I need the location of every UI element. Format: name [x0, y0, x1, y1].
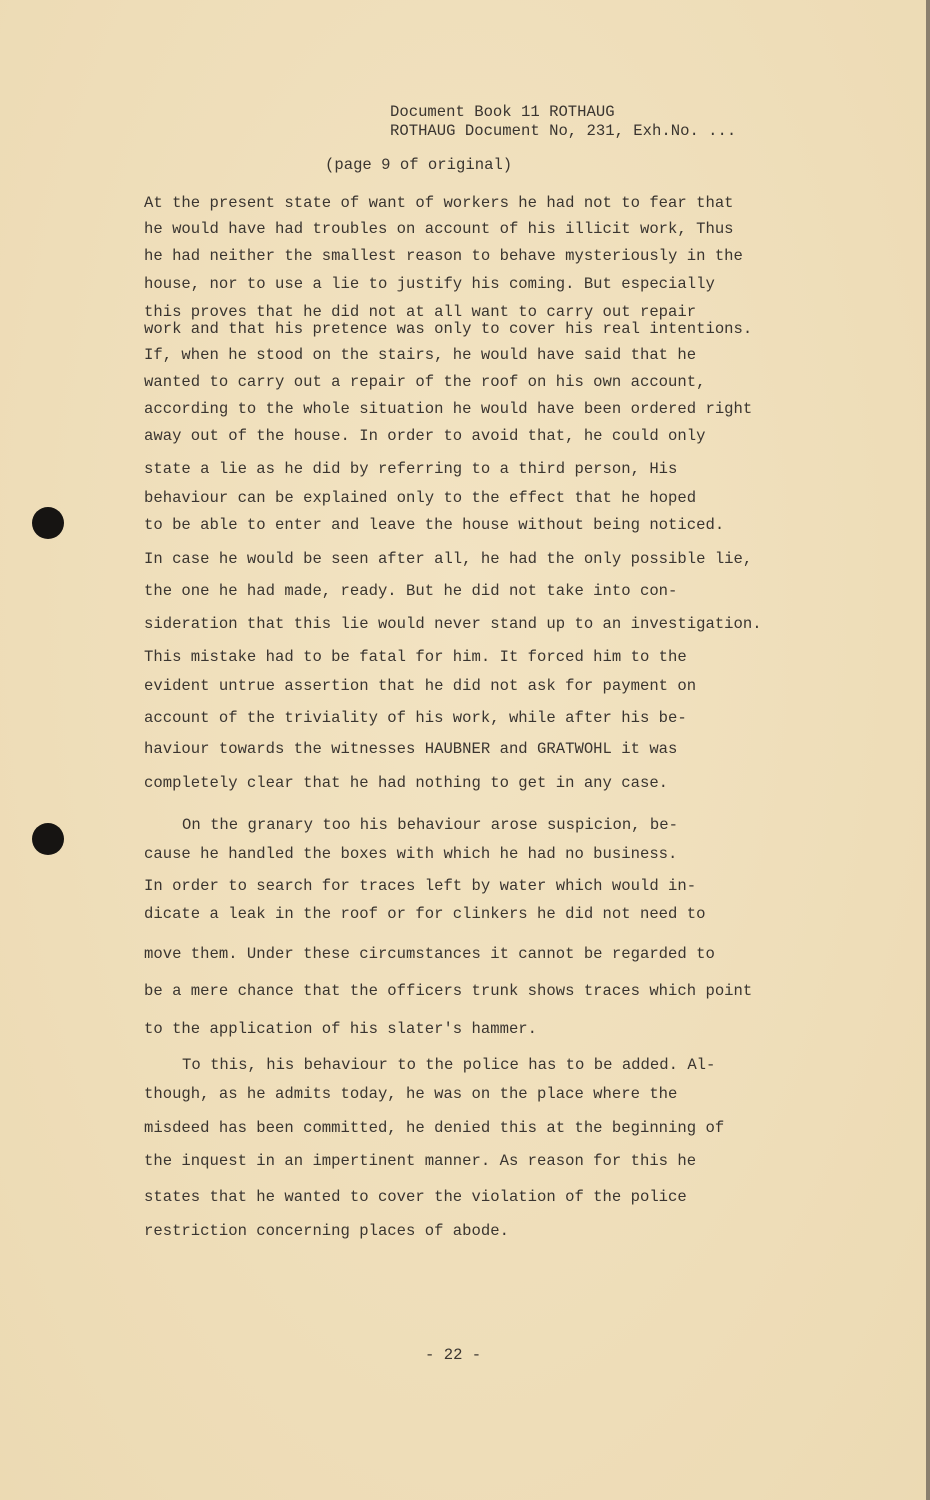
header-document-book: Document Book 11 ROTHAUG	[390, 103, 615, 121]
text-line: evident untrue assertion that he did not ask for payment on	[144, 677, 697, 695]
text-line: this proves that he did not at all want to carry out repair	[144, 303, 697, 321]
text-line: the one he had made, ready. But he did not take into con-	[144, 582, 678, 600]
text-line: At the present state of want of workers he had not to fear that	[144, 194, 734, 212]
text-line: to the application of his slater's hammer.	[144, 1020, 538, 1038]
text-line: wanted to carry out a repair of the roof on his own account,	[144, 373, 706, 391]
text-line: sideration that this lie would never stand up to an investigation.	[144, 615, 762, 633]
text-line: be a mere chance that the officers trunk shows traces which point	[144, 982, 753, 1000]
text-line: This mistake had to be fatal for him. It forced him to the	[144, 648, 687, 666]
text-line: cause he handled the boxes with which he had no business.	[144, 845, 678, 863]
page-number: - 22 -	[425, 1346, 482, 1364]
text-line: house, nor to use a lie to justify his coming. But especially	[144, 275, 715, 293]
text-line: state a lie as he did by referring to a third person, His	[144, 460, 678, 478]
page-edge	[926, 0, 930, 1500]
text-line: behaviour can be explained only to the effect that he hoped	[144, 489, 697, 507]
text-line: misdeed has been committed, he denied this at the beginning of	[144, 1119, 725, 1137]
text-line: On the granary too his behaviour arose suspicion, be-	[182, 816, 678, 834]
text-line: away out of the house. In order to avoid that, he could only	[144, 427, 706, 445]
page-reference: (page 9 of original)	[325, 156, 513, 174]
text-line: restriction concerning places of abode.	[144, 1222, 509, 1240]
text-line: completely clear that he had nothing to get in any case.	[144, 774, 669, 792]
text-line: To this, his behaviour to the police has to be added. Al-	[182, 1056, 716, 1074]
text-line: to be able to enter and leave the house without being noticed.	[144, 516, 725, 534]
punch-hole	[32, 507, 64, 539]
punch-hole	[32, 823, 64, 855]
text-line: according to the whole situation he would have been ordered right	[144, 400, 753, 418]
text-line: haviour towards the witnesses HAUBNER and GRATWOHL it was	[144, 740, 678, 758]
text-line: he had neither the smallest reason to behave mysteriously in the	[144, 247, 743, 265]
text-line: work and that his pretence was only to cover his real intentions.	[144, 320, 753, 338]
header-document-number: ROTHAUG Document No, 231, Exh.No. ...	[390, 122, 737, 140]
text-line: the inquest in an impertinent manner. As reason for this he	[144, 1152, 697, 1170]
text-line: In case he would be seen after all, he had the only possible lie,	[144, 550, 753, 568]
text-line: states that he wanted to cover the violation of the police	[144, 1188, 687, 1206]
text-line: In order to search for traces left by water which would in-	[144, 877, 697, 895]
text-line: If, when he stood on the stairs, he would have said that he	[144, 346, 697, 364]
text-line: he would have had troubles on account of his illicit work, Thus	[144, 220, 734, 238]
text-line: move them. Under these circumstances it cannot be regarded to	[144, 945, 715, 963]
text-line: account of the triviality of his work, while after his be-	[144, 709, 687, 727]
text-line: dicate a leak in the roof or for clinkers he did not need to	[144, 905, 706, 923]
text-line: though, as he admits today, he was on the place where the	[144, 1085, 678, 1103]
